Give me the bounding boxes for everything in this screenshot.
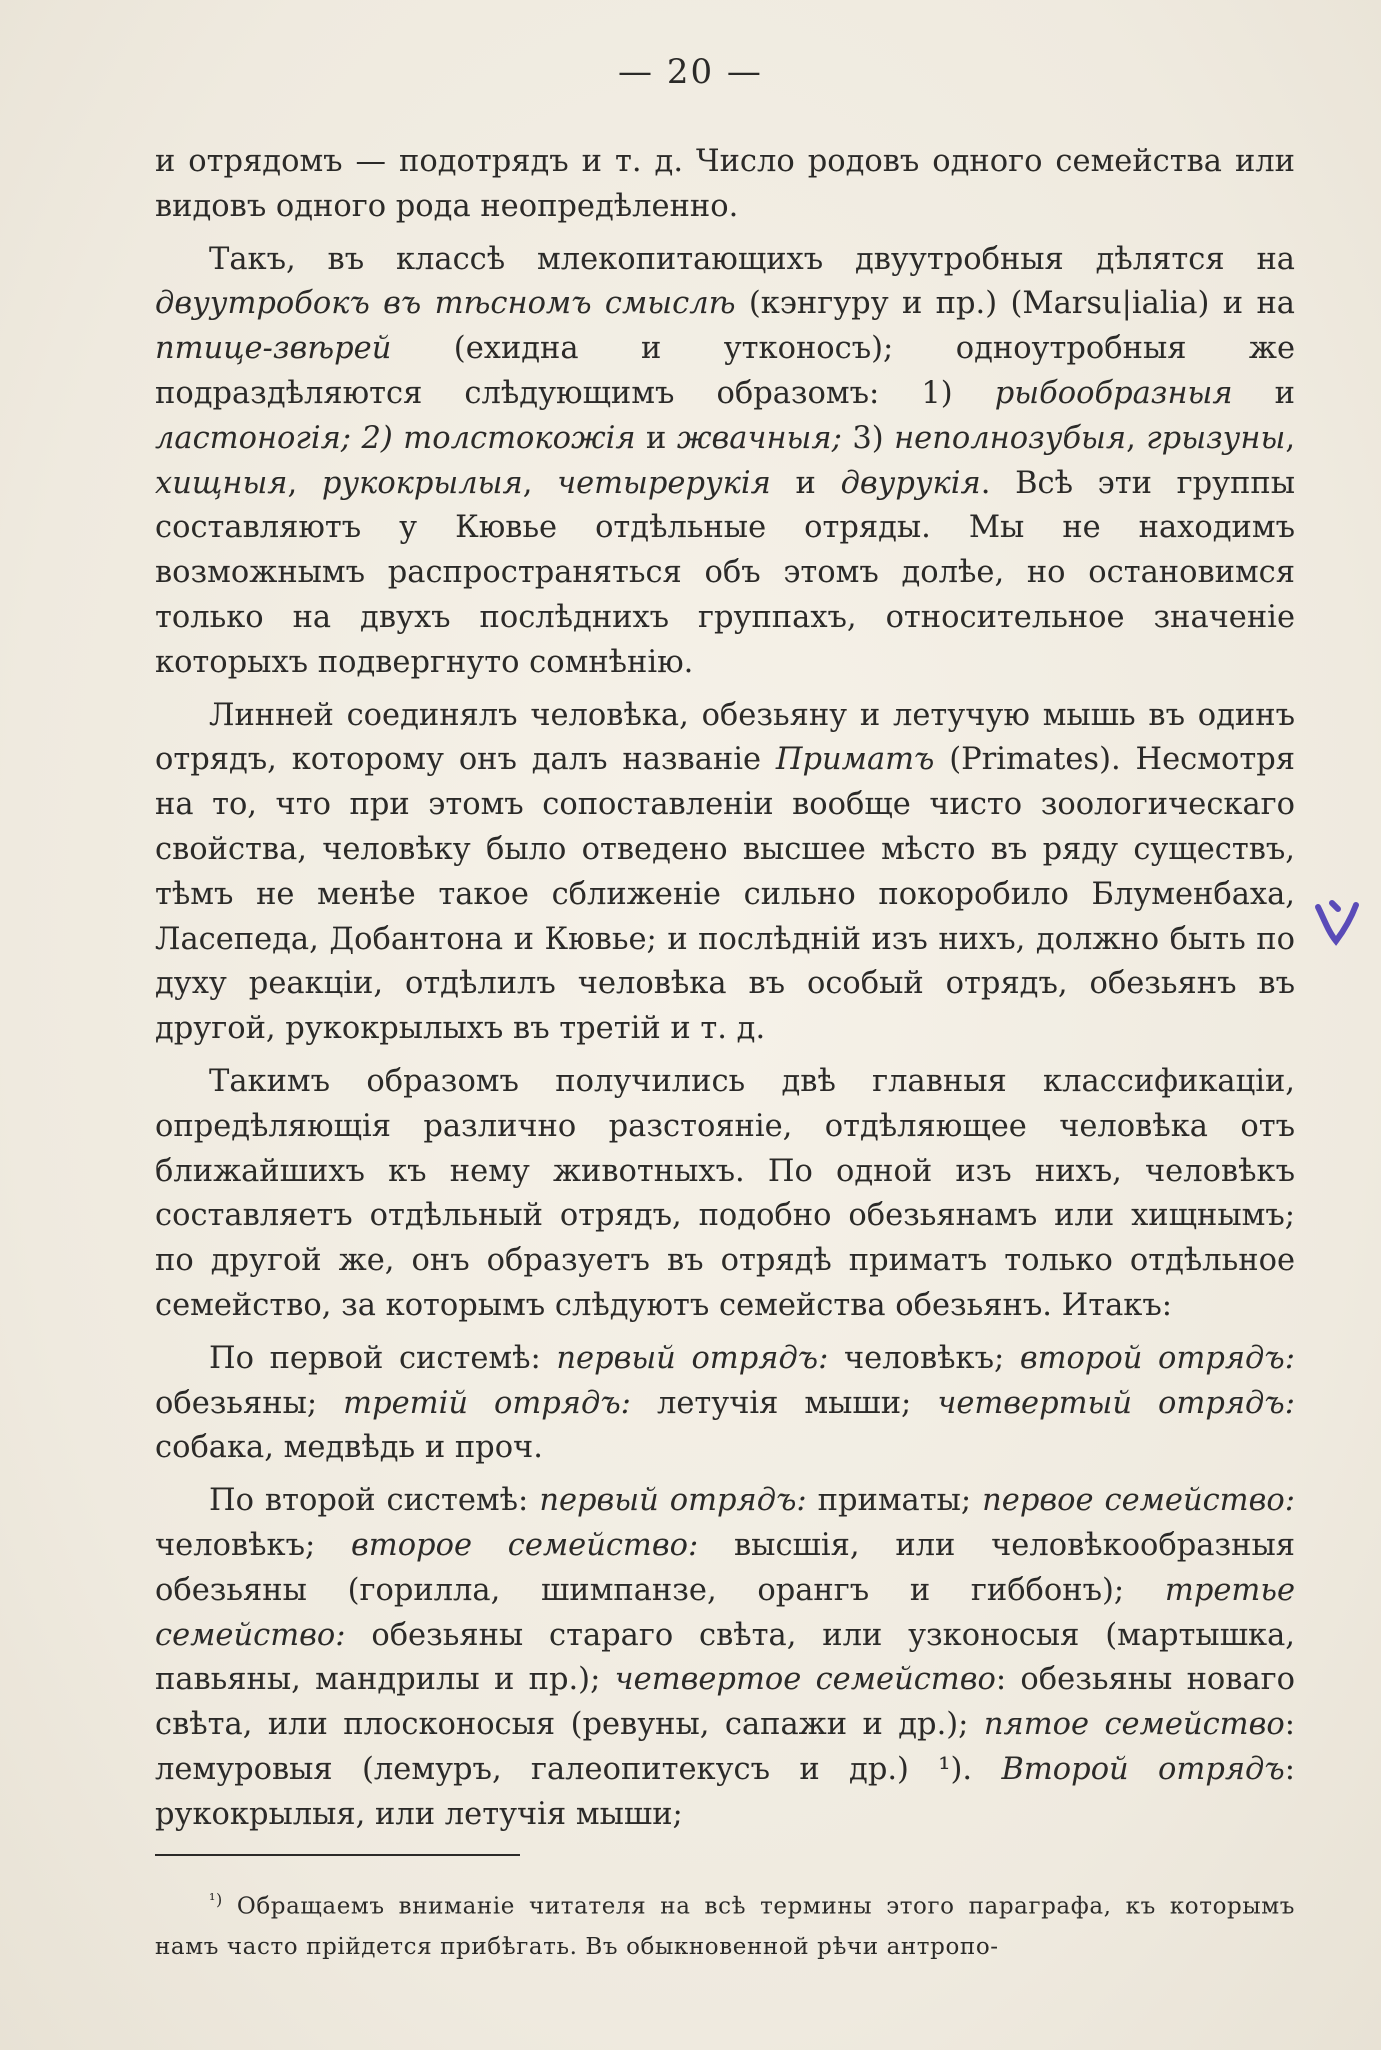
text-run: : обезьяны новаго свѣта, или плосконосыя (ревуны, сапажи и др.); xyxy=(155,1662,1295,1743)
text-run: и отрядомъ — подотрядъ и т. д. Число родовъ одного семейства или видовъ одного рода неопредѣленно. xyxy=(155,144,1295,224)
italic-term: Второй отрядъ xyxy=(1001,1751,1285,1787)
italic-term: пятое семейство xyxy=(983,1707,1285,1743)
text-run: 3) xyxy=(852,420,895,456)
italic-term: птице-звѣрей xyxy=(155,331,392,367)
italic-term: неполнозубыя xyxy=(894,420,1127,456)
paragraph-2 xyxy=(155,238,1295,686)
text-run: (кэнгуру и пр.) (Marsu|ialia) и на xyxy=(735,286,1295,322)
text-run: , xyxy=(1126,420,1147,456)
text-run: и xyxy=(1232,375,1295,411)
paragraph-4 xyxy=(155,1060,1295,1329)
italic-term: третье семейство: xyxy=(155,1572,1295,1653)
italic-term: ластоногія; 2) толстокожія xyxy=(155,420,636,456)
text-run: , xyxy=(1285,420,1296,456)
page-number: — 20 — xyxy=(618,52,763,92)
footnote-divider xyxy=(155,1854,520,1856)
italic-term: четвертый отрядъ: xyxy=(937,1385,1295,1421)
paragraph-1 xyxy=(155,140,1295,230)
italic-term: четырерукія xyxy=(557,465,771,501)
text-run: приматы; xyxy=(806,1483,983,1519)
text-run: : рукокрылыя, или летучія мыши; xyxy=(155,1751,1295,1832)
body-text xyxy=(155,140,1295,1837)
italic-term: жвачныя; xyxy=(676,420,853,456)
text-run: высшія, или человѣкообразныя обезьяны (горилла, шимпанзе, орангъ и гиббонъ); xyxy=(155,1527,1295,1608)
text-run: (ехидна и утконосъ); одноутробныя же подраздѣляются слѣдующимъ образомъ: 1) xyxy=(155,331,1295,411)
footnote-text: Обращаемъ вниманіе читателя на всѣ термины этого параграфа, къ которымъ намъ часто прійдется прибѣгать. Въ обыкновенной рѣчи антропо- xyxy=(155,1893,1295,1960)
italic-term: рыбообразныя xyxy=(994,375,1233,411)
text-run: : лемуровыя (лемуръ, галеопитекусъ и др.) ¹). xyxy=(155,1707,1295,1787)
italic-term: первый отрядъ: xyxy=(556,1340,829,1376)
italic-term: двурукія xyxy=(840,465,981,501)
italic-term: двуутробокъ въ тѣсномъ смыслѣ xyxy=(155,286,736,322)
footnote-marker: ¹) xyxy=(209,1890,223,1909)
text-run: . Всѣ эти группы составляютъ у Кювье отдѣльные отряды. Мы не находимъ возможнымъ распространяться объ этомъ долѣе, но остановимся только на двухъ послѣднихъ группахъ, относительное значеніе которыхъ подвергнуто сомнѣнію. xyxy=(155,465,1296,680)
text-run: собака, медвѣдь и проч. xyxy=(155,1430,543,1466)
paragraph-5 xyxy=(155,1337,1295,1471)
text-run: Линней соединялъ человѣка, обезьяну и летучую мышь въ одинъ отрядъ, которому онъ далъ названіе xyxy=(155,697,1295,778)
italic-term: первый отрядъ: xyxy=(539,1483,807,1519)
text-run: По первой системѣ: xyxy=(209,1340,557,1376)
text-run: человѣкъ; xyxy=(828,1340,1020,1376)
text-run: По второй системѣ: xyxy=(209,1483,540,1519)
text-run: обезьяны; xyxy=(155,1385,344,1421)
text-run: , xyxy=(287,465,322,501)
italic-term: рукокрылыя xyxy=(321,465,523,501)
italic-term: первое семейство: xyxy=(982,1483,1295,1519)
italic-term: грызуны xyxy=(1146,420,1286,456)
stray-ink-mark xyxy=(1312,897,1362,953)
paragraph-3 xyxy=(155,694,1295,1052)
italic-term: второй отрядъ: xyxy=(1019,1340,1295,1376)
text-run: Такъ, въ классѣ млекопитающихъ двуутробныя дѣлятся на xyxy=(209,241,1295,277)
italic-term: второе семейство: xyxy=(351,1527,699,1563)
text-run: (Primates). Несмотря на то, что при этомъ сопоставленіи вообще чисто зоологическаго свойства, человѣку было отведено высшее мѣсто въ ряду существъ, тѣмъ не менѣе такое сближеніе сильно покоробило Блуменбаха, Ласепеда, Добантона и Кювье; и послѣдній изъ нихъ, должно быть по духу реакціи, отдѣлилъ человѣка въ особый отрядъ, обезьянъ въ другой, рукокрылыхъ въ третій и т. д. xyxy=(155,742,1295,1047)
italic-term: Приматъ xyxy=(775,742,935,778)
text-run: летучія мыши; xyxy=(630,1385,938,1421)
paragraph-6 xyxy=(155,1479,1295,1837)
text-run: , xyxy=(522,465,558,501)
text-run: Такимъ образомъ получились двѣ главныя классификаціи, опредѣляющія различно разстояніе, отдѣляющее человѣка отъ ближайшихъ къ нему животныхъ. По одной изъ нихъ, человѣкъ составляетъ отдѣльный отрядъ, подобно обезьянамъ или хищнымъ; по другой же, онъ образуетъ въ отрядѣ приматъ только отдѣльное семейство, за которымъ слѣдуютъ семейства обезьянъ. Итакъ: xyxy=(155,1063,1295,1323)
footnote xyxy=(155,1880,1295,1967)
text-run: человѣкъ; xyxy=(155,1527,352,1563)
text-run: и xyxy=(635,420,677,456)
text-run: обезьяны стараго свѣта, или узконосыя (мартышка, павьяны, мандрилы и пр.); xyxy=(155,1617,1295,1698)
italic-term: хищныя xyxy=(155,465,288,501)
italic-term: четвертое семейство xyxy=(614,1662,996,1698)
italic-term: третій отрядъ: xyxy=(343,1385,631,1421)
text-run: и xyxy=(770,465,841,501)
